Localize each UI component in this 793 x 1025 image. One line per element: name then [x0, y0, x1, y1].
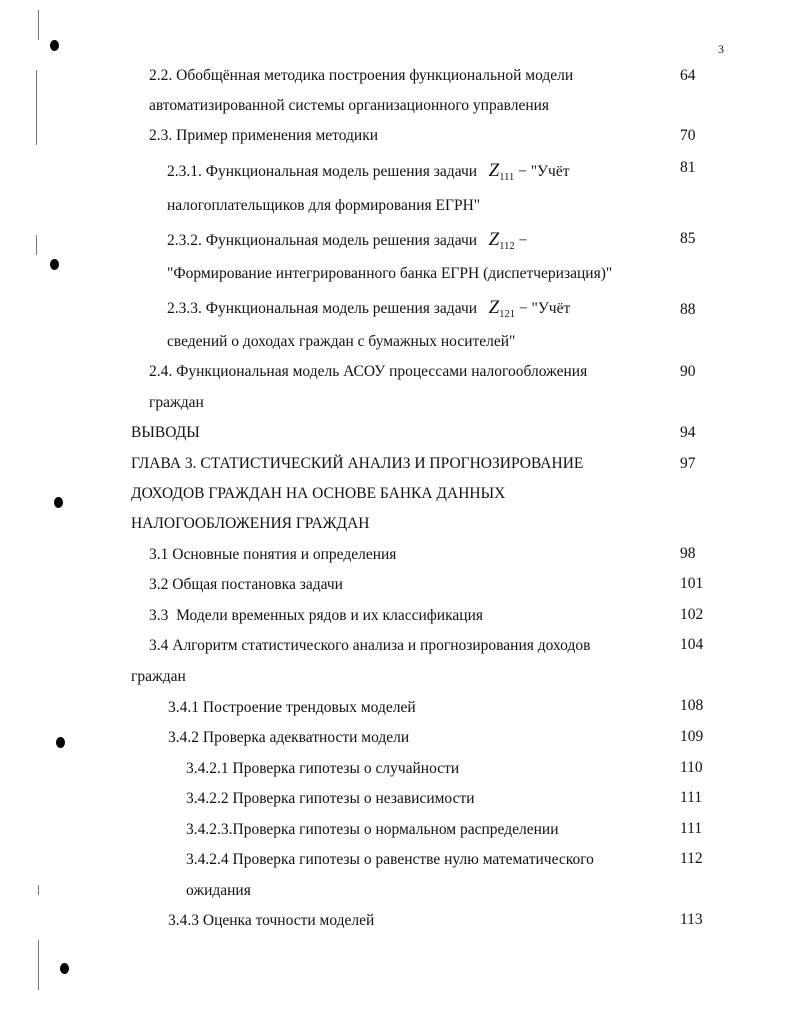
scan-mark — [38, 10, 39, 40]
punch-hole — [60, 963, 69, 974]
toc-page-number: 109 — [680, 728, 704, 745]
toc-entry-text: 2.3.2. Функциональная модель решения задачи — [167, 232, 478, 249]
toc-page-number: 97 — [680, 455, 696, 472]
toc-entry-text: "Формирование интегрированного банка ЕГРН (диспетчеризация)" — [167, 265, 613, 282]
toc-entry-text: 2.3.1. Функциональная модель решения задачи — [167, 163, 478, 180]
toc-page-number: 111 — [680, 789, 703, 806]
scan-mark — [38, 940, 39, 990]
toc-entry-text: 3.4.2 Проверка адекватности модели — [168, 729, 410, 746]
scan-mark — [36, 235, 37, 255]
toc-page-number: 101 — [680, 575, 704, 592]
toc-entry-text: граждан — [149, 394, 204, 411]
toc-entry-text: 2.2. Обобщённая методика построения функциональной модели — [149, 67, 574, 84]
punch-hole — [54, 497, 63, 508]
toc-entry-text: сведений о доходах граждан с бумажных носителей" — [167, 333, 516, 350]
toc-page-number: 110 — [680, 759, 703, 776]
toc-entry-text: 2.3.3. Функциональная модель решения задачи — [167, 300, 478, 317]
punch-hole — [56, 737, 65, 748]
toc-entry-text: 3.4.2.1 Проверка гипотезы о случайности — [186, 760, 460, 777]
toc-entry-text: 3.3 Модели временных рядов и их классификация — [149, 607, 483, 624]
toc-entry-tail: − "Учёт — [518, 300, 571, 317]
scan-mark — [38, 885, 39, 895]
toc-entry-text: ГЛАВА 3. СТАТИСТИЧЕСКИЙ АНАЛИЗ И ПРОГНОЗИРОВАНИЕ — [131, 455, 584, 472]
toc-page-number: 113 — [680, 911, 703, 928]
toc-page-number: 64 — [680, 67, 696, 84]
toc-entry-text: 3.1 Основные понятия и определения — [149, 546, 397, 563]
toc-entry-text: ДОХОДОВ ГРАЖДАН НА ОСНОВЕ БАНКА ДАННЫХ — [131, 485, 506, 502]
toc-page-number: 88 — [680, 301, 696, 318]
toc-entry-text: ожидания — [186, 882, 251, 899]
toc-page-number: 104 — [680, 636, 704, 653]
toc-entry-text: 2.3. Пример применения методики — [149, 127, 379, 144]
scan-mark — [36, 70, 37, 145]
formula-symbol: Z — [488, 229, 500, 250]
toc-entry-text: НАЛОГООБЛОЖЕНИЯ ГРАЖДАН — [131, 515, 370, 532]
toc-entry-text: граждан — [131, 668, 186, 685]
toc-entry-tail: − "Учёт — [518, 163, 570, 180]
toc-entry-text — [167, 231, 527, 256]
page-number: 3 — [718, 42, 724, 56]
toc-page-number: 102 — [680, 606, 704, 623]
toc-page-number: 111 — [680, 820, 703, 837]
toc-entry-tail: − — [518, 232, 528, 249]
punch-hole — [50, 259, 59, 270]
toc-entry-text: 3.4 Алгоритм статистического анализа и прогнозирования доходов — [149, 637, 591, 654]
formula-symbol: Z — [488, 297, 500, 318]
toc-entry-text: 3.4.1 Построение трендовых моделей — [168, 699, 416, 716]
toc-entry-text: налогоплательщиков для формирования ЕГРН" — [167, 197, 481, 214]
punch-hole — [50, 40, 59, 51]
toc-entry-text — [167, 299, 570, 324]
toc-entry-text: 3.4.2.2 Проверка гипотезы о независимости — [186, 790, 475, 807]
toc-page-number: 94 — [680, 424, 696, 441]
toc-entry-text: 3.4.2.4 Проверка гипотезы о равенстве нулю математического — [186, 851, 594, 868]
formula-subscript: 112 — [499, 241, 515, 252]
formula-subscript: 121 — [499, 309, 515, 320]
toc-entry-text: ВЫВОДЫ — [131, 424, 200, 441]
toc-page-number: 81 — [680, 159, 696, 176]
formula-symbol: Z — [488, 160, 500, 181]
toc-page-number: 98 — [680, 545, 696, 562]
toc-page-number: 90 — [680, 363, 696, 380]
toc-entry-text: 3.4.2.3.Проверка гипотезы о нормальном распределении — [186, 821, 559, 838]
toc-page-number: 70 — [680, 127, 696, 144]
toc-page-number: 85 — [680, 230, 696, 247]
toc-page-number: 112 — [680, 850, 703, 867]
toc-entry-text: 3.4.3 Оценка точности моделей — [168, 912, 375, 929]
formula-subscript: 111 — [499, 172, 515, 183]
toc-entry-text: 2.4. Функциональная модель АСОУ процессами налогообложения — [149, 363, 588, 380]
toc-entry-text — [167, 162, 569, 187]
toc-entry-text: автоматизированной системы организационного управления — [149, 97, 550, 114]
toc-page-number: 108 — [680, 697, 704, 714]
toc-entry-text: 3.2 Общая постановка задачи — [149, 576, 343, 593]
